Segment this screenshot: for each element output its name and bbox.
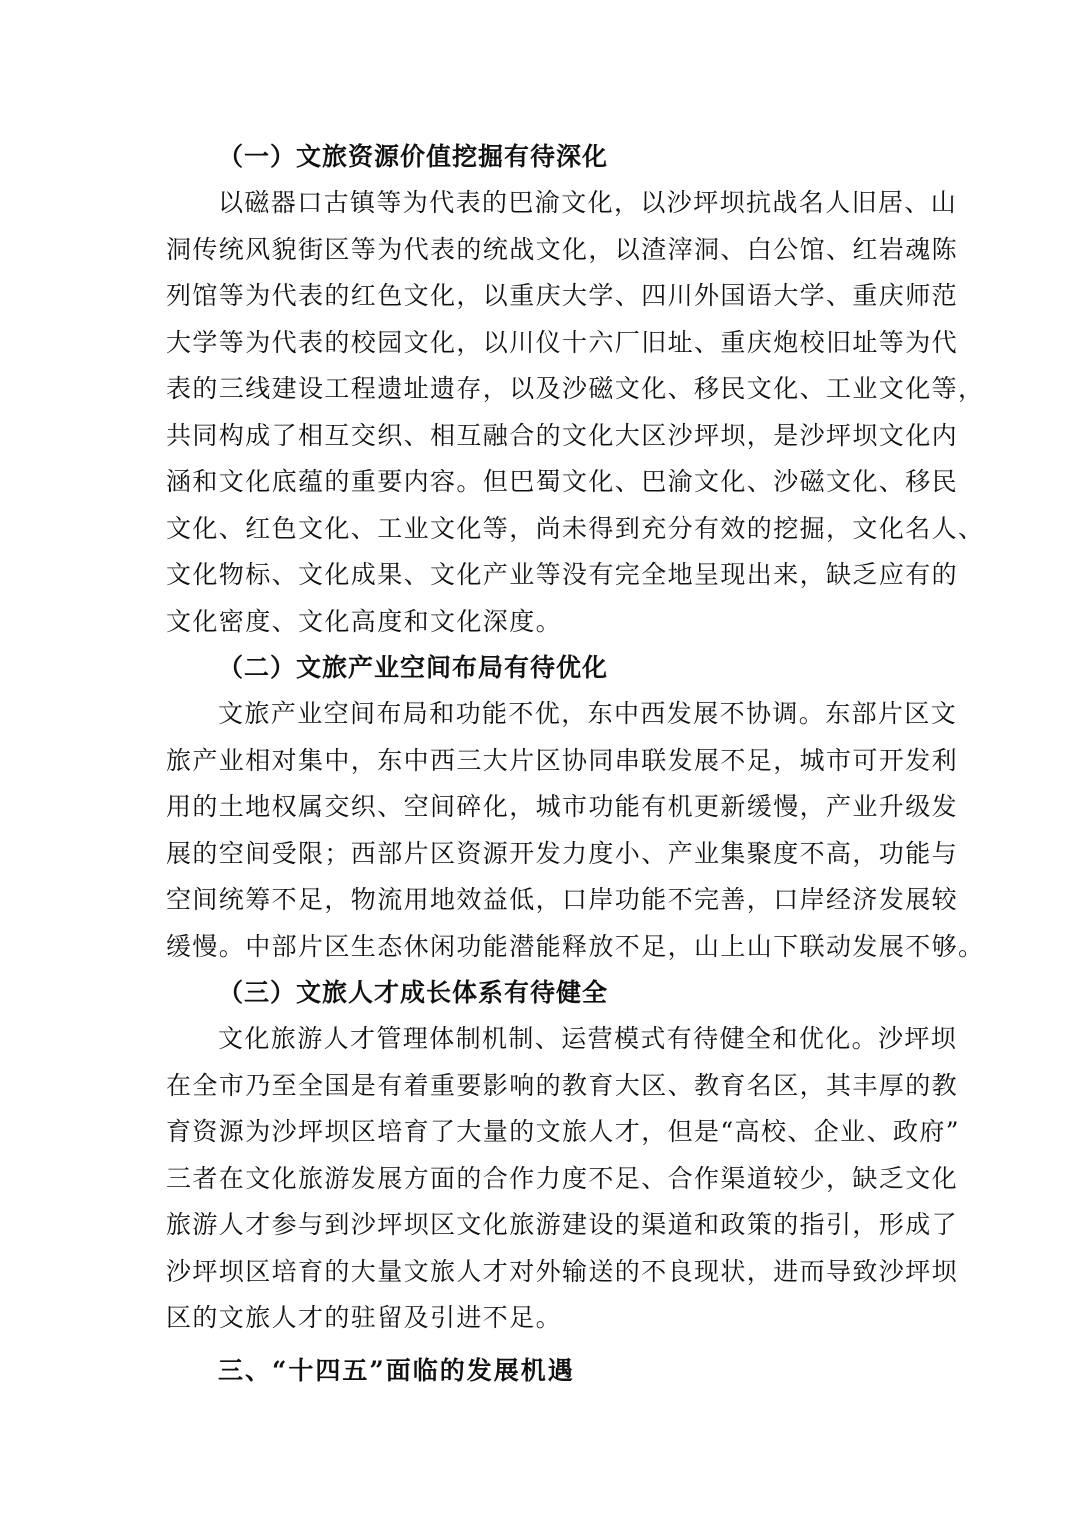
paragraph-line: 育资源为沙坪坝区培育了大量的文旅人才，但是“高校、企业、政府” <box>166 1117 960 1146</box>
paragraph-line: 文化、红色文化、工业文化等，尚未得到充分有效的挖掘，文化名人、 <box>166 513 985 543</box>
paragraph-line: 空间统筹不足，物流用地效益低，口岸功能不完善，口岸经济发展较 <box>166 885 959 914</box>
paragraph-line: 表的三线建设工程遗址遗存，以及沙磁文化、移民文化、工业文化等， <box>166 374 985 403</box>
section-paragraph-1 <box>166 180 985 645</box>
paragraph-line: 文化物标、文化成果、文化产业等没有完全地呈现出来，缺乏应有的 <box>166 560 959 589</box>
document-page <box>166 134 985 1400</box>
next-section-heading: 三、“十四五”面临的发展机遇 <box>218 1355 575 1385</box>
paragraph-line: 列馆等为代表的红色文化，以重庆大学、四川外国语大学、重庆师范 <box>166 281 959 310</box>
section-paragraph-3 <box>166 1016 960 1342</box>
paragraph-line: 涵和文化底蕴的重要内容。但巴蜀文化、巴渝文化、沙磁文化、移民 <box>166 467 959 496</box>
section-heading-1: （一）文旅资源价值挖掘有待深化 <box>218 142 609 171</box>
paragraph-line: 沙坪坝区培育的大量文旅人才对外输送的不良现状，进而导致沙坪坝 <box>166 1256 959 1286</box>
paragraph-line: 以磁器口古镇等为代表的巴渝文化，以沙坪坝抗战名人旧居、山 <box>218 188 958 217</box>
paragraph-line: 大学等为代表的校园文化，以川仪十六厂旧址、重庆炮校旧址等为代 <box>166 327 959 357</box>
section-paragraph-2 <box>166 691 985 970</box>
paragraph-line: 区的文旅人才的驻留及引进不足。 <box>166 1303 563 1332</box>
paragraph-line: 三者在文化旅游发展方面的合作力度不足、合作渠道较少，缺乏文化 <box>166 1163 959 1193</box>
paragraph-line: 展的空间受限；西部片区资源开发力度小、产业集聚度不高，功能与 <box>166 838 959 868</box>
paragraph-line: 用的土地权属交织、空间碎化，城市功能有机更新缓慢，产业升级发 <box>166 792 959 821</box>
paragraph-line: 文旅产业空间布局和功能不优，东中西发展不协调。东部片区文 <box>218 699 958 728</box>
paragraph-line: 洞传统风貌街区等为代表的统战文化，以渣滓洞、白公馆、红岩魂陈 <box>166 234 959 264</box>
paragraph-line: 缓慢。中部片区生态休闲功能潜能释放不足，山上山下联动发展不够。 <box>166 931 985 961</box>
section-heading-2: （二）文旅产业空间布局有待优化 <box>218 653 609 682</box>
paragraph-line: 文化旅游人才管理体制机制、运营模式有待健全和优化。沙坪坝 <box>218 1024 958 1053</box>
paragraph-line: 旅游人才参与到沙坪坝区文化旅游建设的渠道和政策的指引，形成了 <box>166 1210 959 1239</box>
section-heading-3: （三）文旅人才成长体系有待健全 <box>218 978 609 1007</box>
paragraph-line: 共同构成了相互交织、相互融合的文化大区沙坪坝，是沙坪坝文化内 <box>166 420 959 450</box>
paragraph-line: 文化密度、文化高度和文化深度。 <box>166 606 563 636</box>
paragraph-line: 在全市乃至全国是有着重要影响的教育大区、教育名区，其丰厚的教 <box>166 1070 959 1100</box>
paragraph-line: 旅产业相对集中，东中西三大片区协同串联发展不足，城市可开发利 <box>166 745 959 775</box>
